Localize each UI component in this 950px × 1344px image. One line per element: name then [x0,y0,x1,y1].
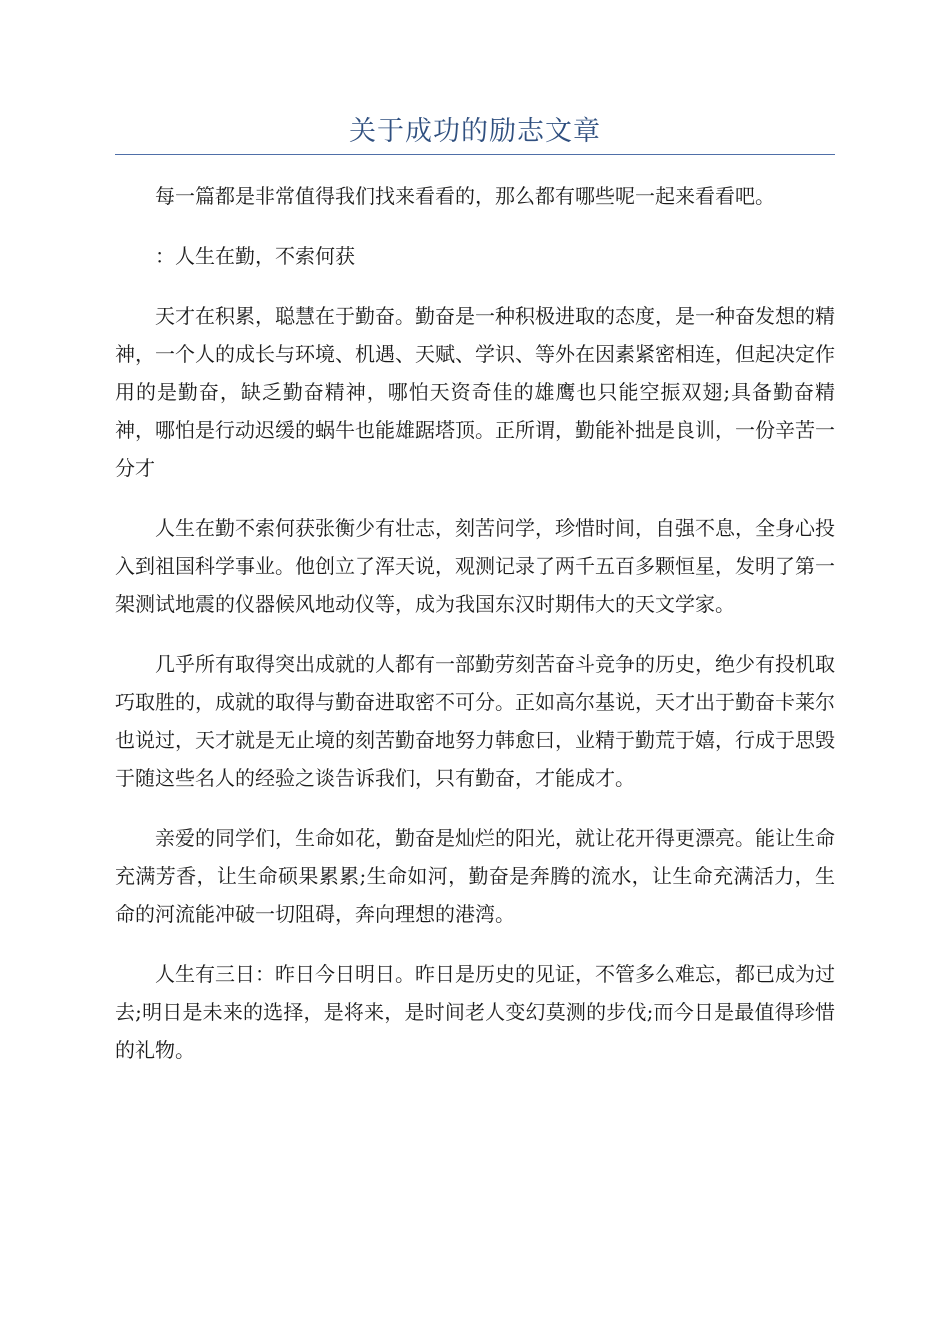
paragraph-intro: 每一篇都是非常值得我们找来看看的，那么都有哪些呢一起来看看吧。 [155,184,775,208]
paragraph: 几乎所有取得突出成就的人都有一部勤劳刻苦奋斗竞争的历史，绝少有投机取巧取胜的，成就的取得与勤奋进取密不可分。正如高尔基说，天才出于勤奋卡莱尔也说过，天才就是无止境的刻苦勤奋地努力韩愈曰，业精于勤荒于嬉，行成于思毁于随这些名人的经验之谈告诉我们，只有勤奋，才能成才。 [115,652,835,790]
document-body [115,177,835,1091]
paragraph: 人生有三日：昨日今日明日。昨日是历史的见证，不管多么难忘，都已成为过去;明日是未来的选择，是将来，是时间老人变幻莫测的步伐;而今日是最值得珍惜的礼物。 [115,962,835,1062]
paragraph-heading: ：人生在勤，不索何获 [155,244,355,268]
paragraph: 人生在勤不索何获张衡少有壮志，刻苦问学，珍惜时间，自强不息，全身心投入到祖国科学事业。他创立了浑天说，观测记录了两千五百多颗恒星，发明了第一架测试地震的仪器候风地动仪等，成为我国东汉时期伟大的天文学家。 [115,516,835,616]
paragraph: 天才在积累，聪慧在于勤奋。勤奋是一种积极进取的态度，是一种奋发想的精神，一个人的成长与环境、机遇、天赋、学识、等外在因素紧密相连，但起决定作用的是勤奋，缺乏勤奋精神，哪怕天资奇佳的雄鹰也只能空振双翅;具备勤奋精神，哪怕是行动迟缓的蜗牛也能雄踞塔顶。正所谓，勤能补拙是良训，一份辛苦一分才 [115,304,835,480]
title-underline [115,154,835,155]
paragraph: 亲爱的同学们，生命如花，勤奋是灿烂的阳光，就让花开得更漂亮。能让生命充满芳香，让生命硕果累累;生命如河，勤奋是奔腾的流水，让生命充满活力，生命的河流能冲破一切阻碍，奔向理想的港湾。 [115,826,835,926]
document-title: 关于成功的励志文章 [349,116,601,147]
